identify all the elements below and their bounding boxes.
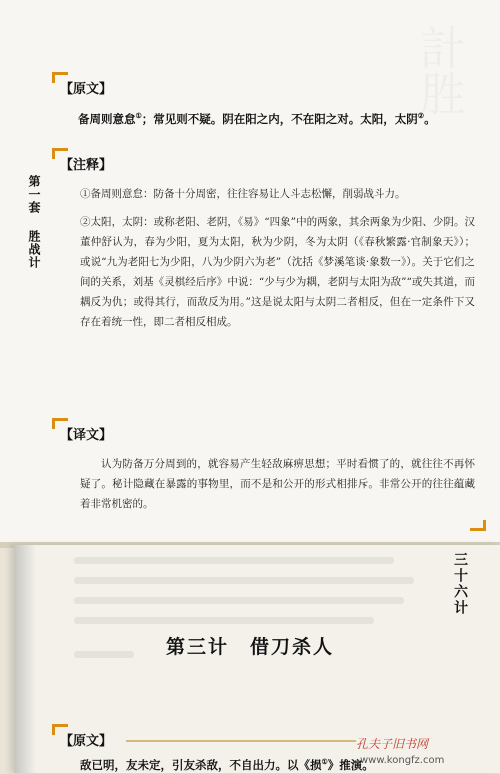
bleed-through-text [74,597,404,604]
bleed-through-text [74,557,394,564]
note-1: ①备周则意怠：防备十分周密，往往容易让人斗志松懈，削弱战斗力。 [80,188,406,200]
section-heading-original: 【原文】 [60,82,113,97]
bleed-through-text [74,651,134,658]
bleed-through-text [74,617,374,624]
bleed-through-text [74,577,414,584]
watermark [356,735,444,766]
watermark-brand: 孔夫子旧书网 [356,737,429,751]
section-heading-translation: 【译文】 [60,428,113,443]
side-label-set: 第一套 [27,175,41,214]
section-bracket-right [470,520,486,531]
section-heading-original-2: 【原文】 [60,734,113,749]
chapter-title: 第三计 借刀杀人 [166,636,335,658]
original-text: 备周则意怠①；常见则不疑。阴在阳之内，不在阳之对。太阳，太阴②。 [78,111,436,126]
translation-text: 认为防备万分周到的，就容易产生轻敌麻痹思想；平时看惯了的，就往往不再怀疑了。秘计隐藏在暴露的事物里，而不是和公开的形式相排斥。非常公开的往往蕴藏着非常机密的。 [80,458,475,510]
faded-background-glyphs [410,24,470,116]
section-heading-notes: 【注释】 [60,158,113,173]
page-curl-shadow [14,545,36,773]
section-rule [126,740,356,742]
side-label-category: 胜战计 [27,230,41,269]
original-text-2: 敌已明，友未定，引友杀敌，不自出力。以《损①》推演。 [80,757,374,772]
watermark-url: www.kongfz.com [360,755,445,766]
note-2: ②太阳，太阴：或称老阳、老阴，《易》“四象”中的两象，其余两象为少阳、少阴。汉董仲舒认为，春为少阳，夏为太阳，秋为少阴，冬为太阴（《春秋繁露·官制象天》）；或说“九为老阳七为少阳，八为少阴六为老”（沈括《梦溪笔谈·象数一》）。关于它们之间的关系，刘基《灵棋经后序》中说：“少与少为耦，老阴与太阳为敌”“或失其道，而耦反为仇；或得其行，而敌反为用。”这是说太阳与太阴二者相反，但在一定条件下又存在着统一性，即二者相反相成。 [80,216,475,328]
book-vertical-title: 三十六计 [452,552,468,616]
